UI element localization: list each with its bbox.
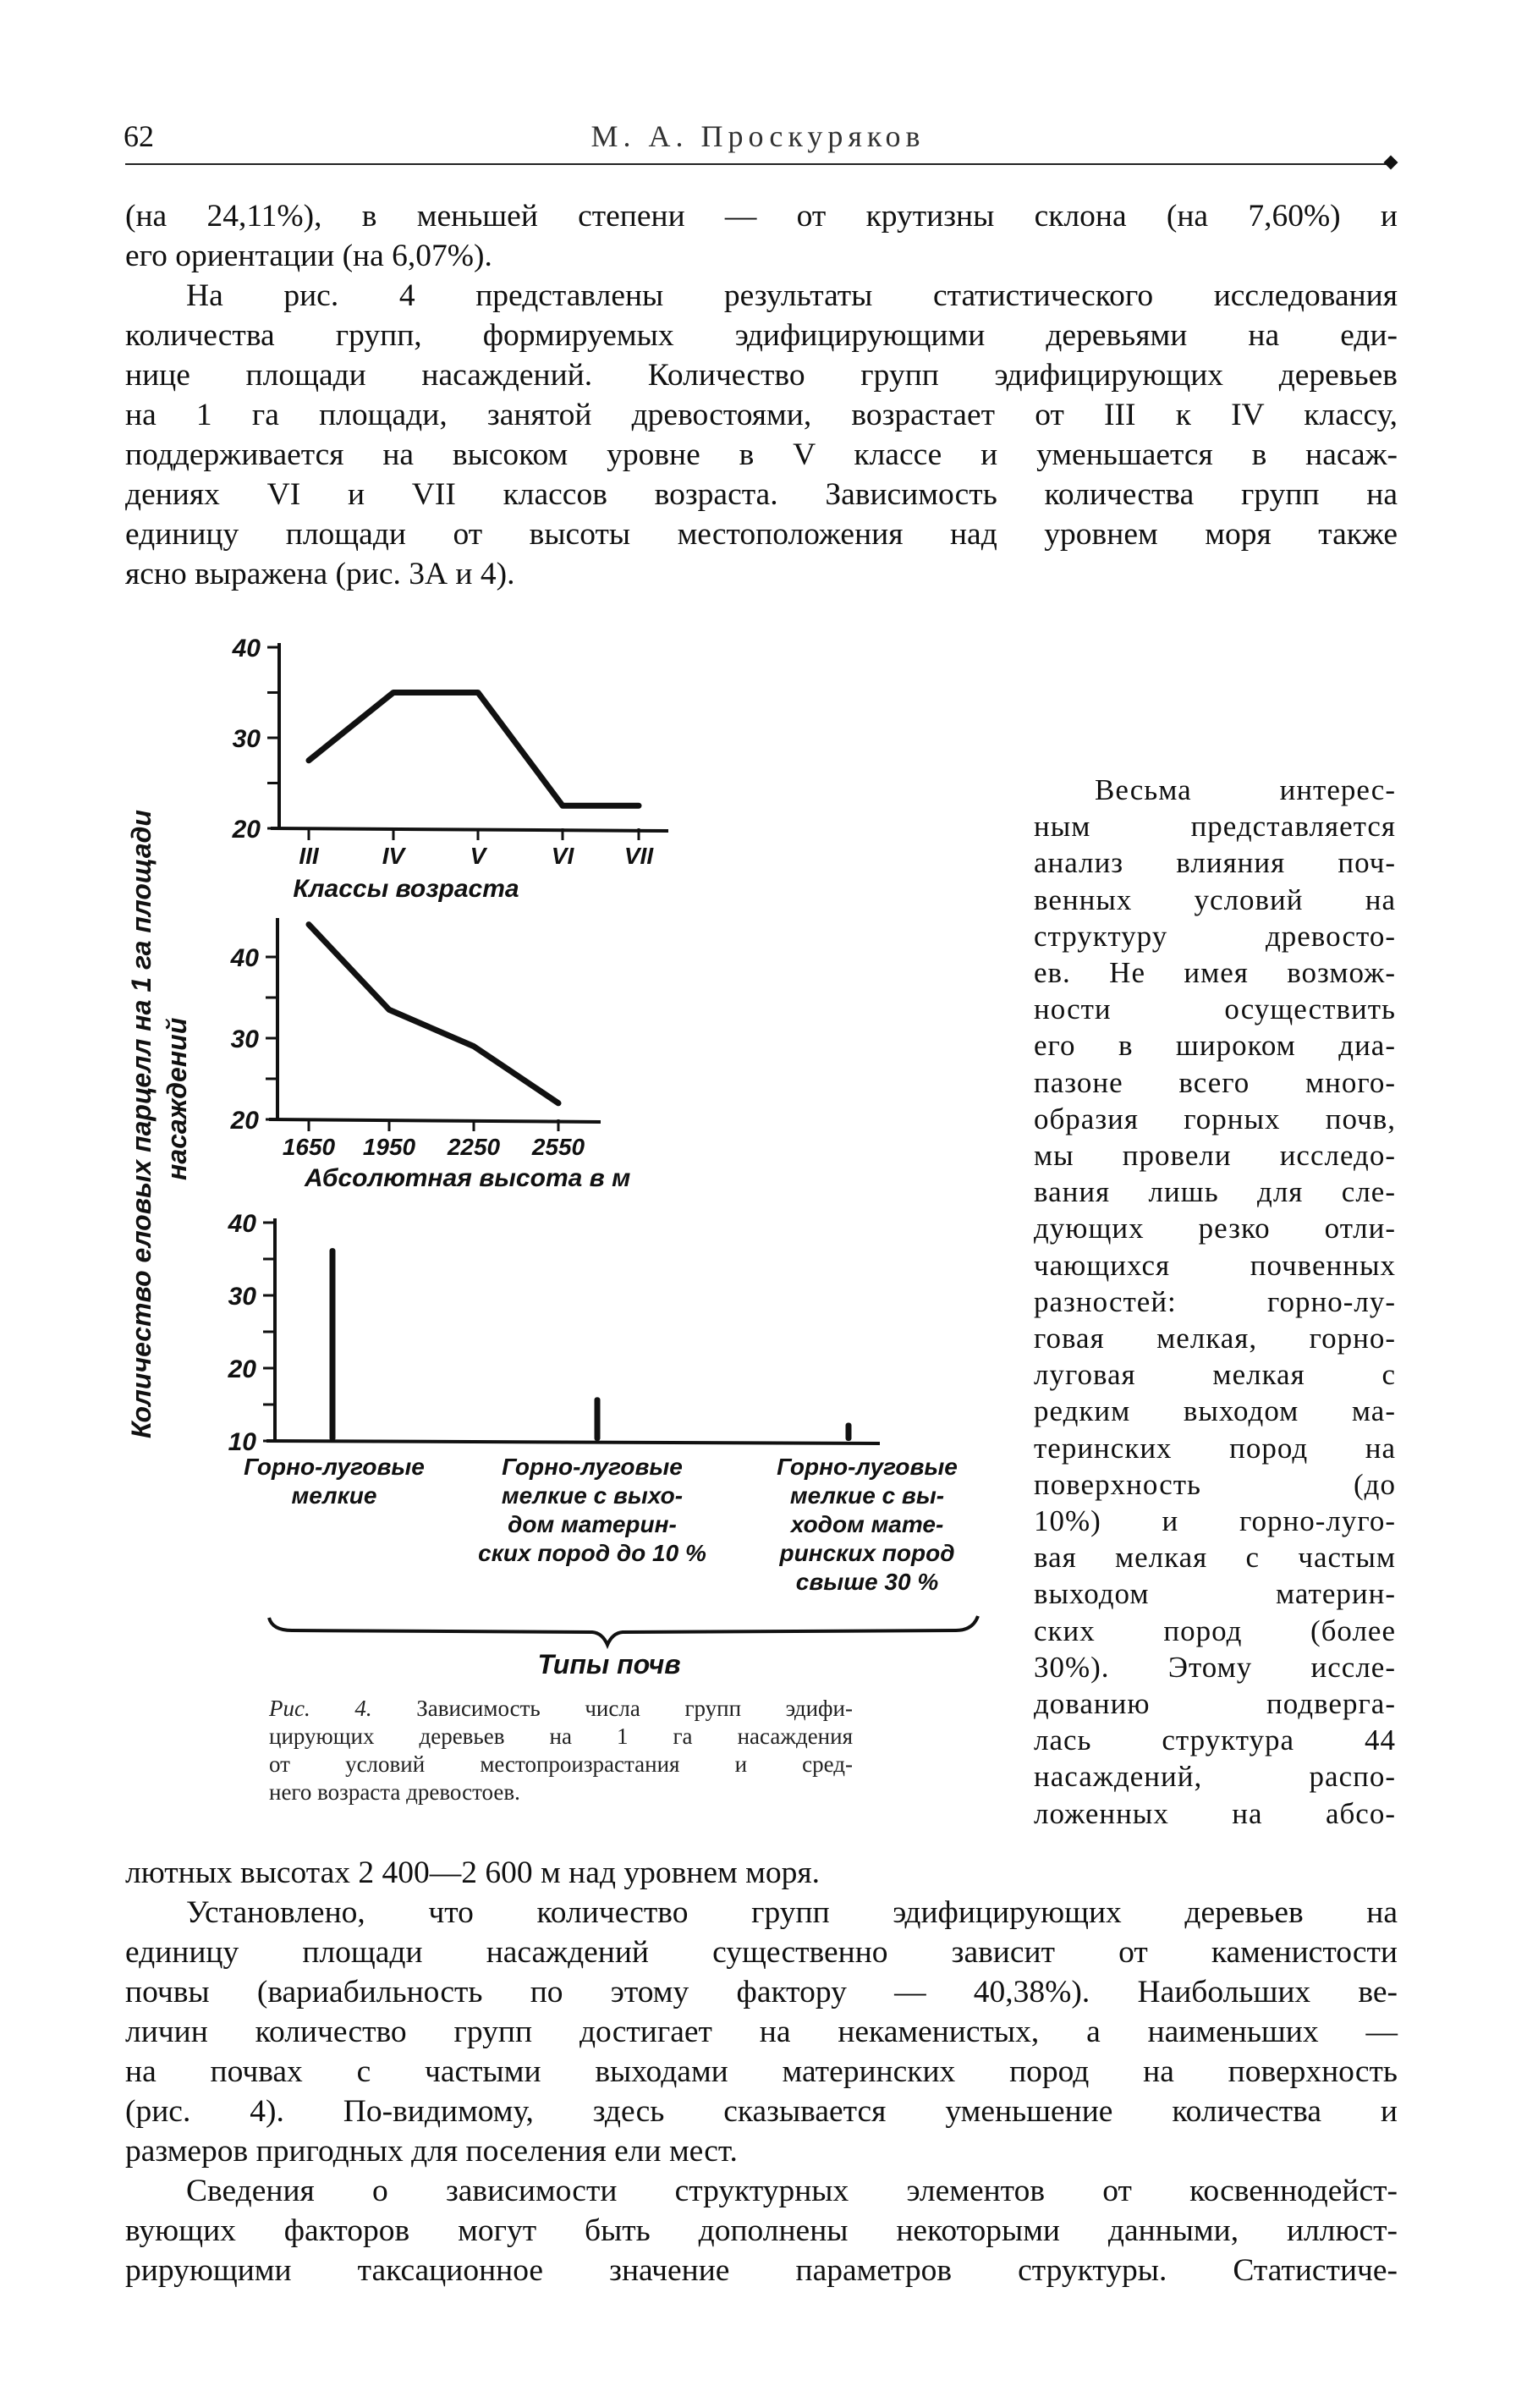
category-label-line: ских пород до 10 % bbox=[478, 1540, 706, 1566]
text-line: дениях VI и VII классов возраста. Зависимость количества групп на bbox=[125, 477, 1398, 512]
figure-caption bbox=[269, 1695, 853, 1806]
data-point bbox=[387, 1007, 392, 1012]
text-line: ложенных на абсо- bbox=[1034, 1796, 1396, 1830]
x-axis-title: Абсолютная высота в м bbox=[305, 1164, 631, 1192]
text-line: Установлено, что количество групп эдифицирующих деревьев на bbox=[186, 1895, 1398, 1930]
text-line: поверхность (до bbox=[1034, 1467, 1396, 1501]
caption-line: Зависимость числа групп эдифи- bbox=[371, 1696, 853, 1721]
text-line: единицу площади насаждений существенно зависит от каменистости bbox=[125, 1935, 1398, 1970]
text-line: поддерживается на высоком уровне в V классе и уменьшается в насаж- bbox=[125, 437, 1398, 472]
data-line bbox=[309, 925, 558, 1103]
text-line: насаждений, распо- bbox=[1034, 1760, 1396, 1794]
category-label-line: мелкие с вы- bbox=[789, 1482, 945, 1509]
text-line: выходом материн- bbox=[1034, 1577, 1396, 1611]
x-axis bbox=[271, 828, 668, 831]
x-axis-title: Классы возраста bbox=[293, 875, 519, 903]
text-line: вующих факторов могут быть дополнены некоторыми данными, иллюст- bbox=[125, 2213, 1398, 2248]
text-line: лась структура 44 bbox=[1034, 1724, 1396, 1757]
text-line: количества групп, формируемых эдифицирующими деревьями на еди- bbox=[125, 318, 1398, 353]
category-label-line: дом материн- bbox=[508, 1511, 677, 1537]
text-line: ясно выражена (рис. 3А и 4). bbox=[125, 557, 515, 591]
x-tick-label: VI bbox=[551, 843, 574, 869]
text-line: 10%) и горно-луго- bbox=[1034, 1504, 1396, 1538]
text-line: Сведения о зависимости структурных элементов от косвеннодейст- bbox=[186, 2174, 1398, 2208]
bar bbox=[330, 1248, 336, 1441]
data-point bbox=[306, 922, 311, 927]
text-line: ев. Не имея возмож- bbox=[1034, 956, 1396, 990]
text-line: На рис. 4 представлены результаты статистического исследования bbox=[186, 278, 1398, 313]
category-label-line: ходом мате- bbox=[790, 1511, 944, 1537]
text-line: редким выходом ма- bbox=[1034, 1394, 1396, 1428]
figure-label: Рис. 4. bbox=[269, 1696, 372, 1721]
text-line: на 1 га площади, занятой древостоями, возрастает от III к IV классу, bbox=[125, 398, 1398, 432]
x-tick-label: VII bbox=[623, 843, 654, 869]
data-point bbox=[306, 758, 311, 763]
x-axis-title-soil-types: Типы почв bbox=[537, 1649, 681, 1680]
data-point bbox=[556, 1101, 561, 1106]
text-line: почвы (вариабильность по этому фактору — 40,38%). Наибольших ве- bbox=[125, 1975, 1398, 2009]
category-label-line: ринских пород bbox=[779, 1540, 955, 1566]
text-line: (рис. 4). По-видимому, здесь сказывается уменьшение количества и bbox=[125, 2094, 1398, 2129]
y-tick-label: 20 bbox=[232, 816, 261, 844]
text-line: рирующими таксационное значение параметров структуры. Статистиче- bbox=[125, 2253, 1398, 2288]
text-line: мы провели исследо- bbox=[1034, 1139, 1396, 1173]
text-line: ских пород (более bbox=[1034, 1614, 1396, 1647]
y-tick-label: 30 bbox=[232, 725, 261, 753]
text-line: анализ влияния поч- bbox=[1034, 846, 1396, 880]
x-tick-label: 1950 bbox=[362, 1134, 416, 1160]
caption-line: от условий местопроизрастания и сред- bbox=[269, 1751, 853, 1777]
x-tick-label: III bbox=[299, 843, 319, 869]
x-tick-label: IV bbox=[382, 843, 405, 869]
caption-line: него возраста древостоев. bbox=[269, 1779, 520, 1805]
y-tick-label: 10 bbox=[228, 1428, 256, 1456]
text-line: его ориентации (на 6,07%). bbox=[125, 239, 492, 273]
bar bbox=[595, 1397, 601, 1441]
y-tick-label: 30 bbox=[228, 1283, 256, 1311]
caption-line: цирующих деревьев на 1 га насаждения bbox=[269, 1724, 853, 1749]
category-label-line: Горно-луговые bbox=[502, 1454, 683, 1480]
text-line: теринских пород на bbox=[1034, 1431, 1396, 1465]
x-axis bbox=[266, 1441, 880, 1443]
x-axis bbox=[269, 1119, 601, 1122]
text-line: вания лишь для сле- bbox=[1034, 1175, 1396, 1209]
chart-soil-types bbox=[228, 1210, 958, 1595]
bottom-text-block bbox=[125, 1853, 1398, 2290]
category-brace bbox=[269, 1616, 978, 1645]
y-tick-label: 40 bbox=[230, 944, 259, 972]
y-tick-label: 40 bbox=[232, 635, 261, 662]
data-point bbox=[475, 690, 481, 695]
x-tick-label: 2250 bbox=[447, 1134, 501, 1160]
right-column-text bbox=[1034, 772, 1396, 1832]
y-tick-label: 20 bbox=[230, 1107, 259, 1135]
text-line: луговая мелкая с bbox=[1034, 1358, 1396, 1392]
text-line: его в широком диа- bbox=[1034, 1029, 1396, 1063]
text-line: ности осуществить bbox=[1034, 992, 1396, 1026]
category-label bbox=[777, 1454, 958, 1595]
category-label-line: мелкие bbox=[291, 1482, 377, 1509]
y-axis-title: Количество еловых парцелл на 1 га площади bbox=[126, 810, 157, 1438]
chart-altitude bbox=[230, 918, 631, 1192]
text-line: Весьма интерес- bbox=[1095, 773, 1396, 806]
data-point bbox=[560, 803, 565, 808]
text-line: дующих резко отли- bbox=[1034, 1212, 1396, 1245]
text-line: дованию подверга- bbox=[1034, 1687, 1396, 1721]
text-line: 30%). Этому иссле- bbox=[1034, 1650, 1396, 1684]
chart-age-classes bbox=[232, 635, 668, 903]
category-label-line: Горно-луговые bbox=[777, 1454, 958, 1480]
text-line: чающихся почвенных bbox=[1034, 1248, 1396, 1282]
figure-4 bbox=[0, 0, 1015, 1684]
text-line: (на 24,11%), в меньшей степени — от крутизны склона (на 7,60%) и bbox=[125, 199, 1398, 234]
text-line: единицу площади от высоты местоположения над уровнем моря также bbox=[125, 517, 1398, 552]
text-line: образия горных почв, bbox=[1034, 1102, 1396, 1135]
text-line: личин количество групп достигает на некаменистых, а наименьших — bbox=[125, 2015, 1398, 2049]
y-tick-label: 20 bbox=[228, 1355, 256, 1383]
text-line: вая мелкая с частым bbox=[1034, 1541, 1396, 1575]
page-number: 62 bbox=[124, 119, 154, 153]
text-line: на почвах с частыми выходами материнских пород на поверхность bbox=[125, 2054, 1398, 2089]
text-line: структуру древосто- bbox=[1034, 919, 1396, 953]
x-tick-label: 2550 bbox=[531, 1134, 585, 1160]
category-label-line: Горно-луговые bbox=[244, 1454, 425, 1480]
y-tick-label: 30 bbox=[230, 1025, 259, 1053]
category-label-line: свыше 30 % bbox=[795, 1569, 939, 1595]
text-line: нице площади насаждений. Количество групп эдифицирующих деревьев bbox=[125, 358, 1398, 393]
data-line bbox=[309, 693, 639, 806]
data-point bbox=[471, 1044, 476, 1049]
rule-ornament-icon bbox=[1384, 156, 1398, 170]
y-axis-title-line2: насаждений bbox=[162, 1017, 192, 1180]
text-line: размеров пригодных для поселения ели мест. bbox=[125, 2134, 738, 2169]
bar bbox=[846, 1423, 852, 1442]
data-point bbox=[636, 803, 641, 808]
text-line: лютных высотах 2 400—2 600 м над уровнем моря. bbox=[125, 1855, 820, 1890]
x-tick-label: 1650 bbox=[282, 1134, 336, 1160]
data-point bbox=[391, 690, 396, 695]
x-tick-label: V bbox=[470, 843, 486, 869]
running-head-author: М. А. Проскуряков bbox=[590, 119, 926, 153]
y-tick-label: 40 bbox=[228, 1210, 256, 1238]
category-label bbox=[478, 1454, 706, 1566]
text-line: ным представляется bbox=[1034, 810, 1396, 844]
text-line: венных условий на bbox=[1034, 882, 1396, 916]
text-line: пазоне всего много- bbox=[1034, 1065, 1396, 1099]
text-line: говая мелкая, горно- bbox=[1034, 1322, 1396, 1355]
category-label-line: мелкие с выхо- bbox=[501, 1482, 684, 1509]
category-label bbox=[244, 1454, 425, 1509]
text-line: разностей: горно-лу- bbox=[1034, 1284, 1396, 1318]
